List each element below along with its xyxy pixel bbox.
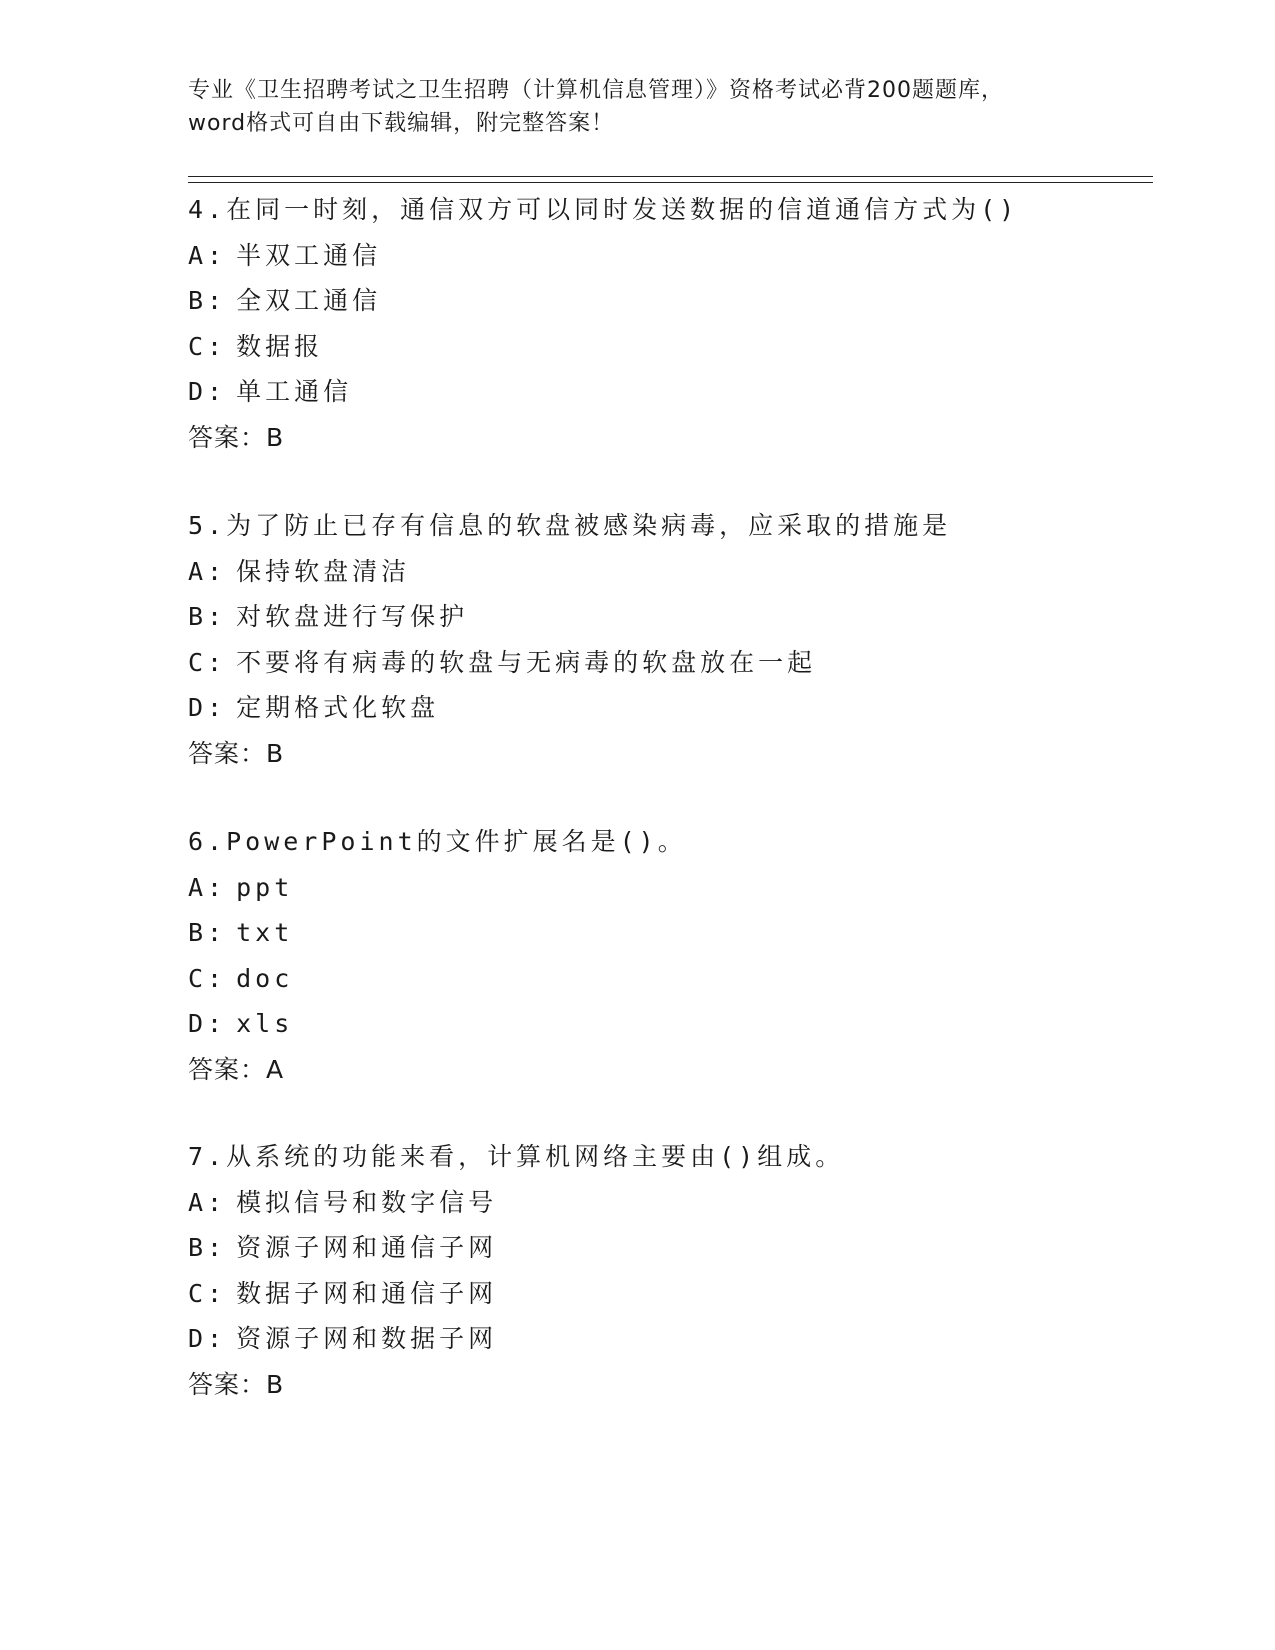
option-text: 资源子网和数据子网 xyxy=(236,1324,498,1353)
option-letter: A: xyxy=(188,240,227,270)
option-text: 数据子网和通信子网 xyxy=(236,1278,498,1308)
option-d xyxy=(188,369,1138,415)
answer-line: 答案：A xyxy=(188,1054,285,1084)
document-header xyxy=(188,74,1088,140)
answer-line: 答案：B xyxy=(188,1369,285,1399)
question-stem: 4.在同一时刻，通信双方可以同时发送数据的信道通信方式为() xyxy=(188,195,1019,224)
option-text: 对软盘进行写保护 xyxy=(236,602,469,631)
option-c xyxy=(188,640,1138,686)
option-a xyxy=(188,549,1138,595)
header-title-line-2: word格式可自由下载编辑，附完整答案！ xyxy=(188,111,615,136)
option-b xyxy=(188,278,1138,324)
option-a xyxy=(188,233,1138,279)
option-letter: B: xyxy=(188,1233,227,1262)
option-letter: A: xyxy=(188,556,227,586)
option-c xyxy=(188,324,1138,370)
header-title-line-1: 专业《卫生招聘考试之卫生招聘（计算机信息管理）》资格考试必背200题题库， xyxy=(188,78,1004,103)
option-text: 模拟信号和数字信号 xyxy=(236,1187,498,1217)
header-divider-top xyxy=(188,176,1153,177)
option-a xyxy=(188,865,1138,911)
option-letter: B: xyxy=(188,602,227,631)
option-text: 保持软盘清洁 xyxy=(236,556,411,586)
answer-line: 答案：B xyxy=(188,738,285,768)
option-d xyxy=(188,1001,1138,1047)
option-text: 资源子网和通信子网 xyxy=(236,1233,498,1262)
question-block xyxy=(188,819,1138,1092)
option-letter: B: xyxy=(188,918,227,947)
option-letter: C: xyxy=(188,331,227,361)
option-text: 半双工通信 xyxy=(236,240,382,270)
option-text: 定期格式化软盘 xyxy=(236,693,440,722)
option-letter: D: xyxy=(188,1009,227,1038)
option-text: ppt xyxy=(236,872,294,902)
option-letter: D: xyxy=(188,377,227,406)
option-b xyxy=(188,910,1138,956)
option-text: 数据报 xyxy=(236,331,324,361)
option-letter: B: xyxy=(188,286,227,315)
option-letter: C: xyxy=(188,1278,227,1308)
question-block xyxy=(188,187,1138,460)
option-letter: D: xyxy=(188,693,227,722)
option-text: txt xyxy=(236,918,294,947)
question-stem: 7.从系统的功能来看，计算机网络主要由()组成。 xyxy=(188,1142,845,1171)
option-b xyxy=(188,594,1138,640)
question-block xyxy=(188,1134,1138,1407)
option-letter: C: xyxy=(188,647,227,677)
option-d xyxy=(188,1316,1138,1362)
answer-line: 答案：B xyxy=(188,422,285,452)
option-text: xls xyxy=(236,1009,294,1038)
option-text: doc xyxy=(236,963,294,993)
question-stem: 5.为了防止已存有信息的软盘被感染病毒，应采取的措施是 xyxy=(188,511,952,540)
option-text: 不要将有病毒的软盘与无病毒的软盘放在一起 xyxy=(236,647,817,677)
option-letter: D: xyxy=(188,1324,227,1353)
option-letter: C: xyxy=(188,963,227,993)
question-block xyxy=(188,503,1138,776)
option-c xyxy=(188,1271,1138,1317)
option-letter: A: xyxy=(188,872,227,902)
option-b xyxy=(188,1225,1138,1271)
question-stem: 6.PowerPoint的文件扩展名是()。 xyxy=(188,827,687,856)
option-text: 单工通信 xyxy=(236,377,353,406)
option-a xyxy=(188,1180,1138,1226)
header-divider-bottom xyxy=(188,182,1153,183)
option-d xyxy=(188,685,1138,731)
option-text: 全双工通信 xyxy=(236,286,382,315)
option-c xyxy=(188,956,1138,1002)
option-letter: A: xyxy=(188,1187,227,1217)
